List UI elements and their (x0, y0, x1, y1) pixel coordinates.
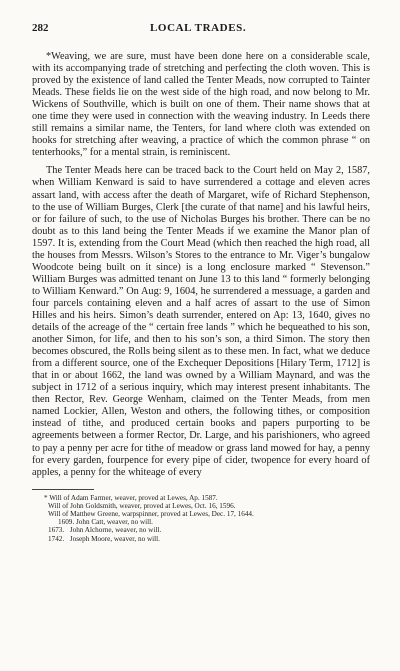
body-text (32, 51, 370, 479)
footnote-line: 1609. John Catt, weaver, no will. (58, 518, 153, 527)
footnote-line: Will of Matthew Greene, warpspinner, proved at Lewes, Dec. 17, 1644. (48, 510, 254, 519)
footnote-divider (32, 489, 94, 490)
footnote-line: Will of John Goldsmith, weaver, proved at Lewes, Oct. 16, 1596. (48, 501, 236, 510)
running-title: LOCAL TRADES. (150, 22, 247, 34)
footnote-text: Joseph Moore, weaver, no will. (69, 534, 160, 543)
footnote-year: 1673. (48, 526, 65, 535)
paragraph-weaving: *Weaving, we are sure, must have been done here on a considerable scale, with its accompanying trade of stretching and perfecting the cloth woven. This is proved by the existence of land called the Tenter Meads, now corrupted to Tainter Meads. These fields lie on the west side of the high road, and now belong to Mr. Wickens of Southville, which is built on one of them. Their name shows that at one time they were used in connection with the weaving industry. In Leeds there still remains a similar name, the Tenters, for land where cloth was extended on hooks for stretching after weaving, a practice of which the common phrase “ on tenterhooks,” for a mental strain, is reminiscent. (32, 51, 370, 159)
footnote-line (32, 526, 370, 534)
footnote-text: John Alchorne, weaver, no will. (69, 526, 162, 535)
footnotes (32, 494, 370, 543)
footnote-line (32, 535, 370, 543)
footnote-year: 1742. (48, 534, 65, 543)
page-header (32, 22, 370, 38)
footnote-line: * Will of Adam Farmer, weaver, proved at Lewes, Ap. 1587. (44, 493, 218, 502)
paragraph-tenter-meads: The Tenter Meads here can be traced back to the Court held on May 2, 1587, when William Kenward is said to have surrendered a cottage and eleven acres assart land, with access after the death of Margaret, wife of Richard Stephenson, to the use of William Burges, Clerk [the curate of that name] and his lawful heirs, or for failure of such, to the use of Nicholas Burges his brother. There can be no doubt as to this land being the Tenter Meads if we examine the Manor plan of 1597. It is, extending from the Court Mead (which then reached the high road, all the houses from Messrs. Wilson’s Stores to the entrance to Mr. Viger’s bungalow Woodcote being built on it since) is a long enclosure marked “ Stevenson.” William Burges was admitted tenant on June 13 to this land “ formerly belonging to William Kenward.” On Aug: 9, 1604, he surrendered a messuage, a garden and four parcels containing eleven and a half acres of assart to the use of Simon Hilles and his heirs. Simon’s death surrender, entered on Ap: 13, 1640, gives no details of the acreage of the “ certain free lands ” which he bequeathed to his son, another Simon, for life, and then to his son’s son, a third Simon. The story then becomes obscured, the Rolls being silent as to these men. In fact, what we deduce from a different source, one of the Exchequer Depositions [Hilary Term, 1712] is that in or about 1662, the land was owned by a William Maynard, and was the subject in 1712 of a serious inquiry, which may interest present inhabitants. The then Rector, Rev. George Wenham, claimed on the Tenter Meads, from men named Lockier, Allen, Weston and others, the following tithes, or composition instead of tithe, and produced certain books and papers purporting to be agreements between a former Rector, Dr. Large, and his parishioners, who agreed to pay a penny per acre for tithe of meadow or grass land mowed for hay, a penny for every garden, fourpence for every pipe of cider, twopence for every hoard of apples, a penny for the whiteage of every (32, 165, 370, 478)
page-number: 282 (32, 22, 49, 34)
